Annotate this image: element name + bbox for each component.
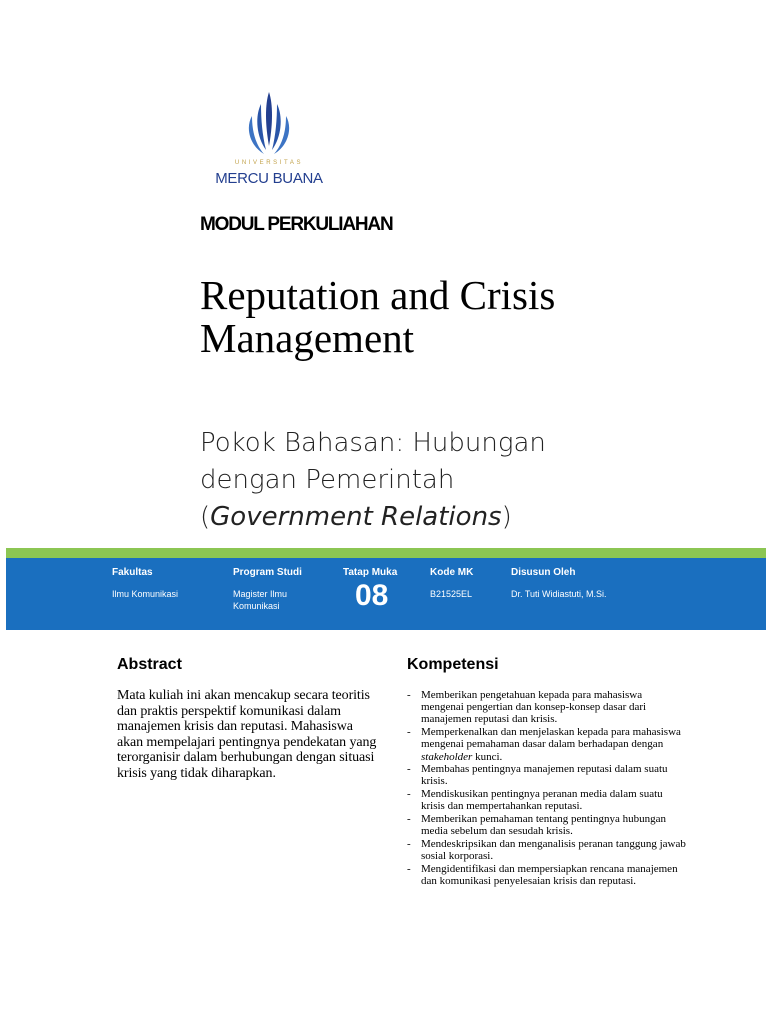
bullet-dash: -	[407, 862, 411, 875]
list-item	[407, 689, 687, 726]
tatap-muka-label: Tatap Muka	[343, 567, 398, 578]
bullet-dash: -	[407, 726, 411, 739]
kode-mk-column	[430, 567, 473, 600]
subtitle-close-paren: )	[501, 502, 512, 532]
topic-subtitle	[200, 425, 720, 536]
list-item-text-after: kunci.	[472, 750, 503, 763]
kode-mk-value: B21525EL	[430, 589, 473, 599]
list-item-text: Mendiskusikan pentingnya peranan media dalam suatu krisis dan mempertahankan reputasi.	[421, 788, 663, 813]
program-studi-label: Program Studi	[233, 567, 302, 578]
tatap-muka-column	[343, 567, 397, 611]
green-divider	[6, 548, 766, 558]
list-item	[407, 788, 687, 812]
bullet-dash: -	[407, 788, 411, 801]
course-title	[200, 274, 720, 360]
bullet-dash: -	[407, 813, 411, 826]
bullet-dash: -	[407, 763, 411, 776]
bullet-dash: -	[407, 689, 411, 701]
list-item	[407, 763, 687, 787]
program-studi-value-line-1: Magister Ilmu	[233, 589, 288, 599]
list-item-text: Membahas pentingnya manajemen reputasi dalam suatu krisis.	[421, 763, 668, 788]
disusun-oleh-label: Disusun Oleh	[511, 567, 576, 578]
subtitle-line-1: Pokok Bahasan: Hubungan	[200, 428, 546, 458]
kompetensi-list	[407, 689, 687, 888]
list-item-italic: stakeholder	[421, 750, 473, 763]
list-item	[407, 863, 687, 887]
list-item	[407, 813, 687, 837]
course-title-line-1: Reputation and Crisis	[200, 272, 556, 318]
module-label: MODUL PERKULIAHAN	[200, 214, 393, 235]
mercu-buana-emblem-icon	[240, 90, 298, 160]
bullet-dash: -	[407, 837, 411, 850]
university-logo	[200, 86, 338, 194]
program-studi-column	[233, 567, 302, 612]
list-item	[407, 726, 687, 763]
subtitle-line-3	[200, 499, 720, 536]
tatap-muka-value: 08	[355, 579, 389, 612]
list-item-text: Memberikan pengetahuan kepada para mahasiswa mengenai pengertian dan konsep-konsep dasar dari manajemen reputasi dan krisis.	[421, 689, 647, 726]
disusun-oleh-value: Dr. Tuti Widiastuti, M.Si.	[511, 589, 607, 599]
subtitle-line-2: dengan Pemerintah	[200, 465, 455, 495]
kompetensi-heading: Kompetensi	[407, 656, 499, 673]
list-item-text: Mendeskripsikan dan menganalisis peranan tanggung jawab sosial korporasi.	[421, 837, 686, 863]
logo-universitas-text: UNIVERSITAS	[234, 160, 304, 166]
list-item-text: Memperkenalkan dan menjelaskan kepada para mahasiswa mengenai pemahaman dasar dalam berhadapan dengan	[421, 726, 681, 751]
abstract-text: Mata kuliah ini akan mencakup secara teoritis dan praktis perspektif komunikasi dalam manajemen krisis dan reputasi. Mahasiswa akan mempelajari pentingnya pendekatan yang terorganisir dalam berhubungan dengan situasi krisis yang tidak diharapkan.	[117, 688, 377, 781]
disusun-oleh-column	[511, 567, 607, 600]
list-item-text: Mengidentifikasi dan mempersiapkan rencana manajemen dan komunikasi penyelesaian krisis dan reputasi.	[421, 862, 678, 888]
subtitle-open-paren: (	[200, 502, 211, 532]
program-studi-value	[233, 588, 302, 612]
list-item-text: Memberikan pemahaman tentang pentingnya hubungan media sebelum dan sesudah krisis.	[421, 813, 666, 838]
fakultas-column	[112, 567, 178, 600]
abstract-heading: Abstract	[117, 656, 182, 673]
logo-university-name: MERCU BUANA	[215, 170, 323, 187]
fakultas-value: Ilmu Komunikasi	[112, 589, 179, 599]
program-studi-value-line-2: Komunikasi	[233, 601, 280, 611]
course-title-line-2: Management	[200, 315, 415, 361]
course-info-band	[6, 558, 766, 630]
kode-mk-label: Kode MK	[430, 567, 474, 578]
fakultas-label: Fakultas	[112, 567, 153, 578]
list-item	[407, 838, 687, 862]
subtitle-italic: Government Relations	[210, 502, 502, 532]
